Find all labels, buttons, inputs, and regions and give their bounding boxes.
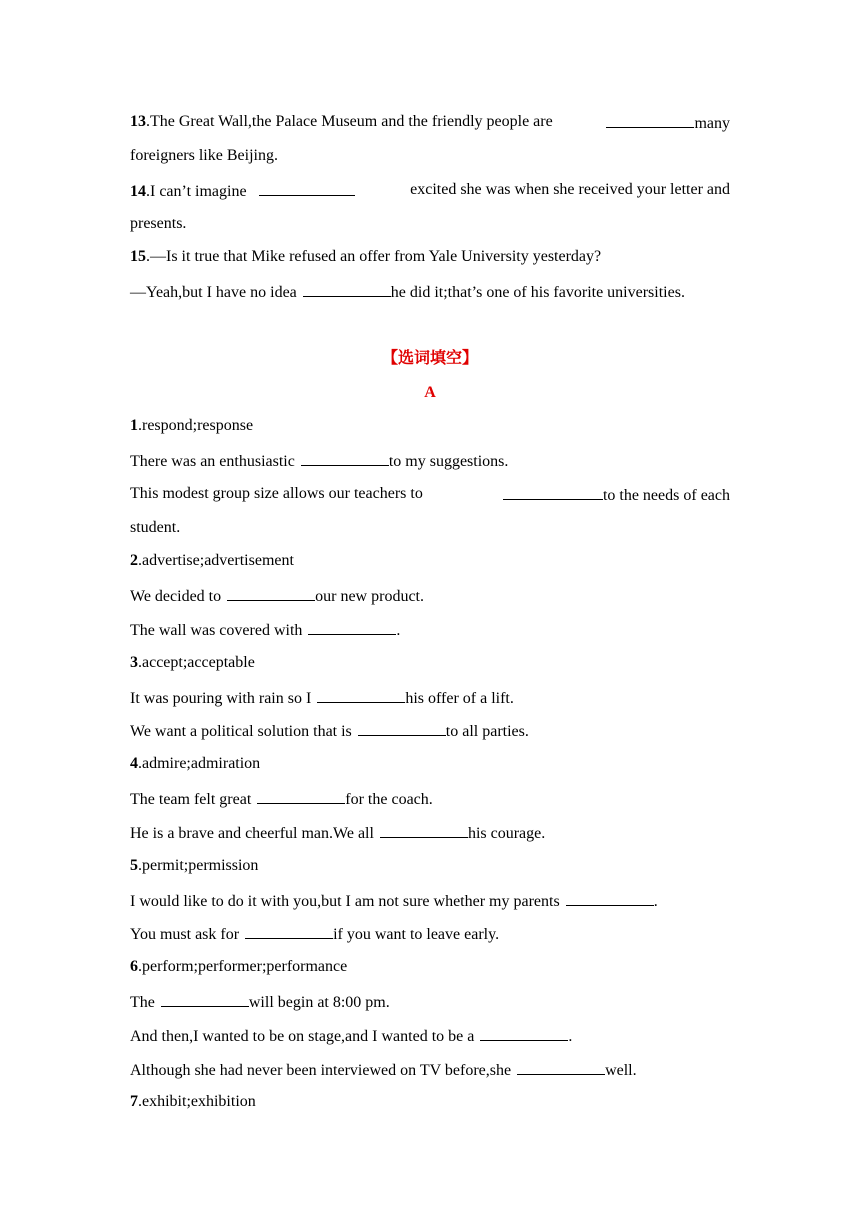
item4-words xyxy=(130,754,260,774)
sentence-text: his offer of a lift. xyxy=(405,690,514,707)
sentence-text: You must ask for xyxy=(130,926,240,943)
item1-sentence1 xyxy=(130,450,508,472)
item6-blank1[interactable] xyxy=(161,991,249,1007)
sentence-text: . xyxy=(396,622,401,639)
sentence-text: for the coach. xyxy=(345,791,433,808)
item1-sentence2-cont: student. xyxy=(130,519,181,536)
item6-blank3[interactable] xyxy=(517,1059,605,1075)
sentence-text: And then,I wanted to be on stage,and I wanted to be a xyxy=(130,1028,475,1045)
item3-word-list: .accept;acceptable xyxy=(138,654,255,671)
item4-sentence2 xyxy=(130,822,545,844)
item4-number: 4 xyxy=(130,755,138,772)
item6-sentence3 xyxy=(130,1059,637,1081)
q13-line1 xyxy=(130,112,730,134)
item2-sentence1 xyxy=(130,585,424,607)
sentence-text: will begin at 8:00 pm. xyxy=(248,994,390,1011)
item5-blank1[interactable] xyxy=(566,890,654,906)
sentence-text: I would like to do it with you,but I am not sure whether my parents xyxy=(130,893,560,910)
q15-line1 xyxy=(130,247,601,267)
q15-line2 xyxy=(130,281,685,303)
sentence-text: There was an enthusiastic xyxy=(130,453,295,470)
q15-answer-start: —Yeah,but I have no idea xyxy=(130,284,297,301)
sentence-text: to my suggestions. xyxy=(388,453,509,470)
sentence-text: well. xyxy=(605,1062,637,1079)
item3-blank2[interactable] xyxy=(358,720,446,736)
item3-words xyxy=(130,653,255,673)
q13-text: .The Great Wall,the Palace Museum and the friendly people are xyxy=(146,113,553,130)
item4-sentence1 xyxy=(130,788,433,810)
sentence-text: our new product. xyxy=(315,588,424,605)
sentence-text: He is a brave and cheerful man.We all xyxy=(130,825,374,842)
item5-sentence1 xyxy=(130,890,658,912)
item6-word-list: .perform;performer;performance xyxy=(138,958,348,975)
sentence-text: It was pouring with rain so I xyxy=(130,690,312,707)
sentence-text: The xyxy=(130,994,155,1011)
sentence-text: if you want to leave early. xyxy=(333,926,500,943)
q14-text: .I can’t imagine xyxy=(146,183,247,200)
item4-blank2[interactable] xyxy=(380,822,468,838)
sentence-text: This modest group size allows our teachers to xyxy=(130,485,423,502)
q15-number: 15 xyxy=(130,248,146,265)
item1-sentence2 xyxy=(130,484,730,506)
item1-words xyxy=(130,416,253,436)
section-title: 【选词填空】 xyxy=(381,348,478,367)
item7-number: 7 xyxy=(130,1093,138,1110)
item4-blank1[interactable] xyxy=(257,788,345,804)
item3-blank1[interactable] xyxy=(317,687,405,703)
item6-sentence1 xyxy=(130,991,390,1013)
item7-word-list: .exhibit;exhibition xyxy=(138,1093,256,1110)
sentence-text: . xyxy=(568,1028,573,1045)
sentence-text: The team felt great xyxy=(130,791,252,808)
item6-number: 6 xyxy=(130,958,138,975)
q14-text-end: excited she was when she received your letter and xyxy=(410,181,730,198)
q13-blank[interactable] xyxy=(606,112,694,128)
item3-sentence2 xyxy=(130,720,529,742)
section-subtitle: A xyxy=(424,384,436,401)
item2-blank2[interactable] xyxy=(308,619,396,635)
item3-sentence1 xyxy=(130,687,514,709)
item2-word-list: .advertise;advertisement xyxy=(138,552,294,569)
item1-blank1[interactable] xyxy=(301,450,389,466)
item6-sentence2 xyxy=(130,1025,572,1047)
item2-number: 2 xyxy=(130,552,138,569)
q13-number: 13 xyxy=(130,113,146,130)
item2-words xyxy=(130,551,294,571)
item1-blank2[interactable] xyxy=(503,484,603,500)
item7-words xyxy=(130,1092,256,1112)
item2-blank1[interactable] xyxy=(227,585,315,601)
sentence-text: his courage. xyxy=(467,825,546,842)
sentence-text: We want a political solution that is xyxy=(130,723,352,740)
item1-word-list: .respond;response xyxy=(138,417,254,434)
item3-number: 3 xyxy=(130,654,138,671)
item5-number: 5 xyxy=(130,857,138,874)
item5-sentence2 xyxy=(130,923,499,945)
item5-blank2[interactable] xyxy=(245,923,333,939)
sentence-text: Although she had never been interviewed on TV before,she xyxy=(130,1062,512,1079)
sentence-text: to the needs of each xyxy=(602,487,730,504)
q15-answer-end: he did it;that’s one of his favorite universities. xyxy=(390,284,685,301)
item5-word-list: .permit;permission xyxy=(138,857,259,874)
q15-blank[interactable] xyxy=(303,281,391,297)
item4-word-list: .admire;admiration xyxy=(138,755,261,772)
q14-number: 14 xyxy=(130,183,146,200)
q13-line2: foreigners like Beijing. xyxy=(130,147,278,164)
q13-text-end: many xyxy=(694,115,730,132)
q15-question: .—Is it true that Mike refused an offer from Yale University yesterday? xyxy=(146,248,602,265)
item5-words xyxy=(130,856,258,876)
q14-line1 xyxy=(130,180,730,202)
item6-blank2[interactable] xyxy=(480,1025,568,1041)
sentence-text: The wall was covered with xyxy=(130,622,303,639)
sentence-text: to all parties. xyxy=(445,723,529,740)
item2-sentence2 xyxy=(130,619,400,641)
sentence-text: . xyxy=(653,893,658,910)
q14-line2: presents. xyxy=(130,215,187,232)
q14-blank[interactable] xyxy=(259,180,355,196)
sentence-text: We decided to xyxy=(130,588,222,605)
item6-words xyxy=(130,957,347,977)
item1-number: 1 xyxy=(130,417,138,434)
